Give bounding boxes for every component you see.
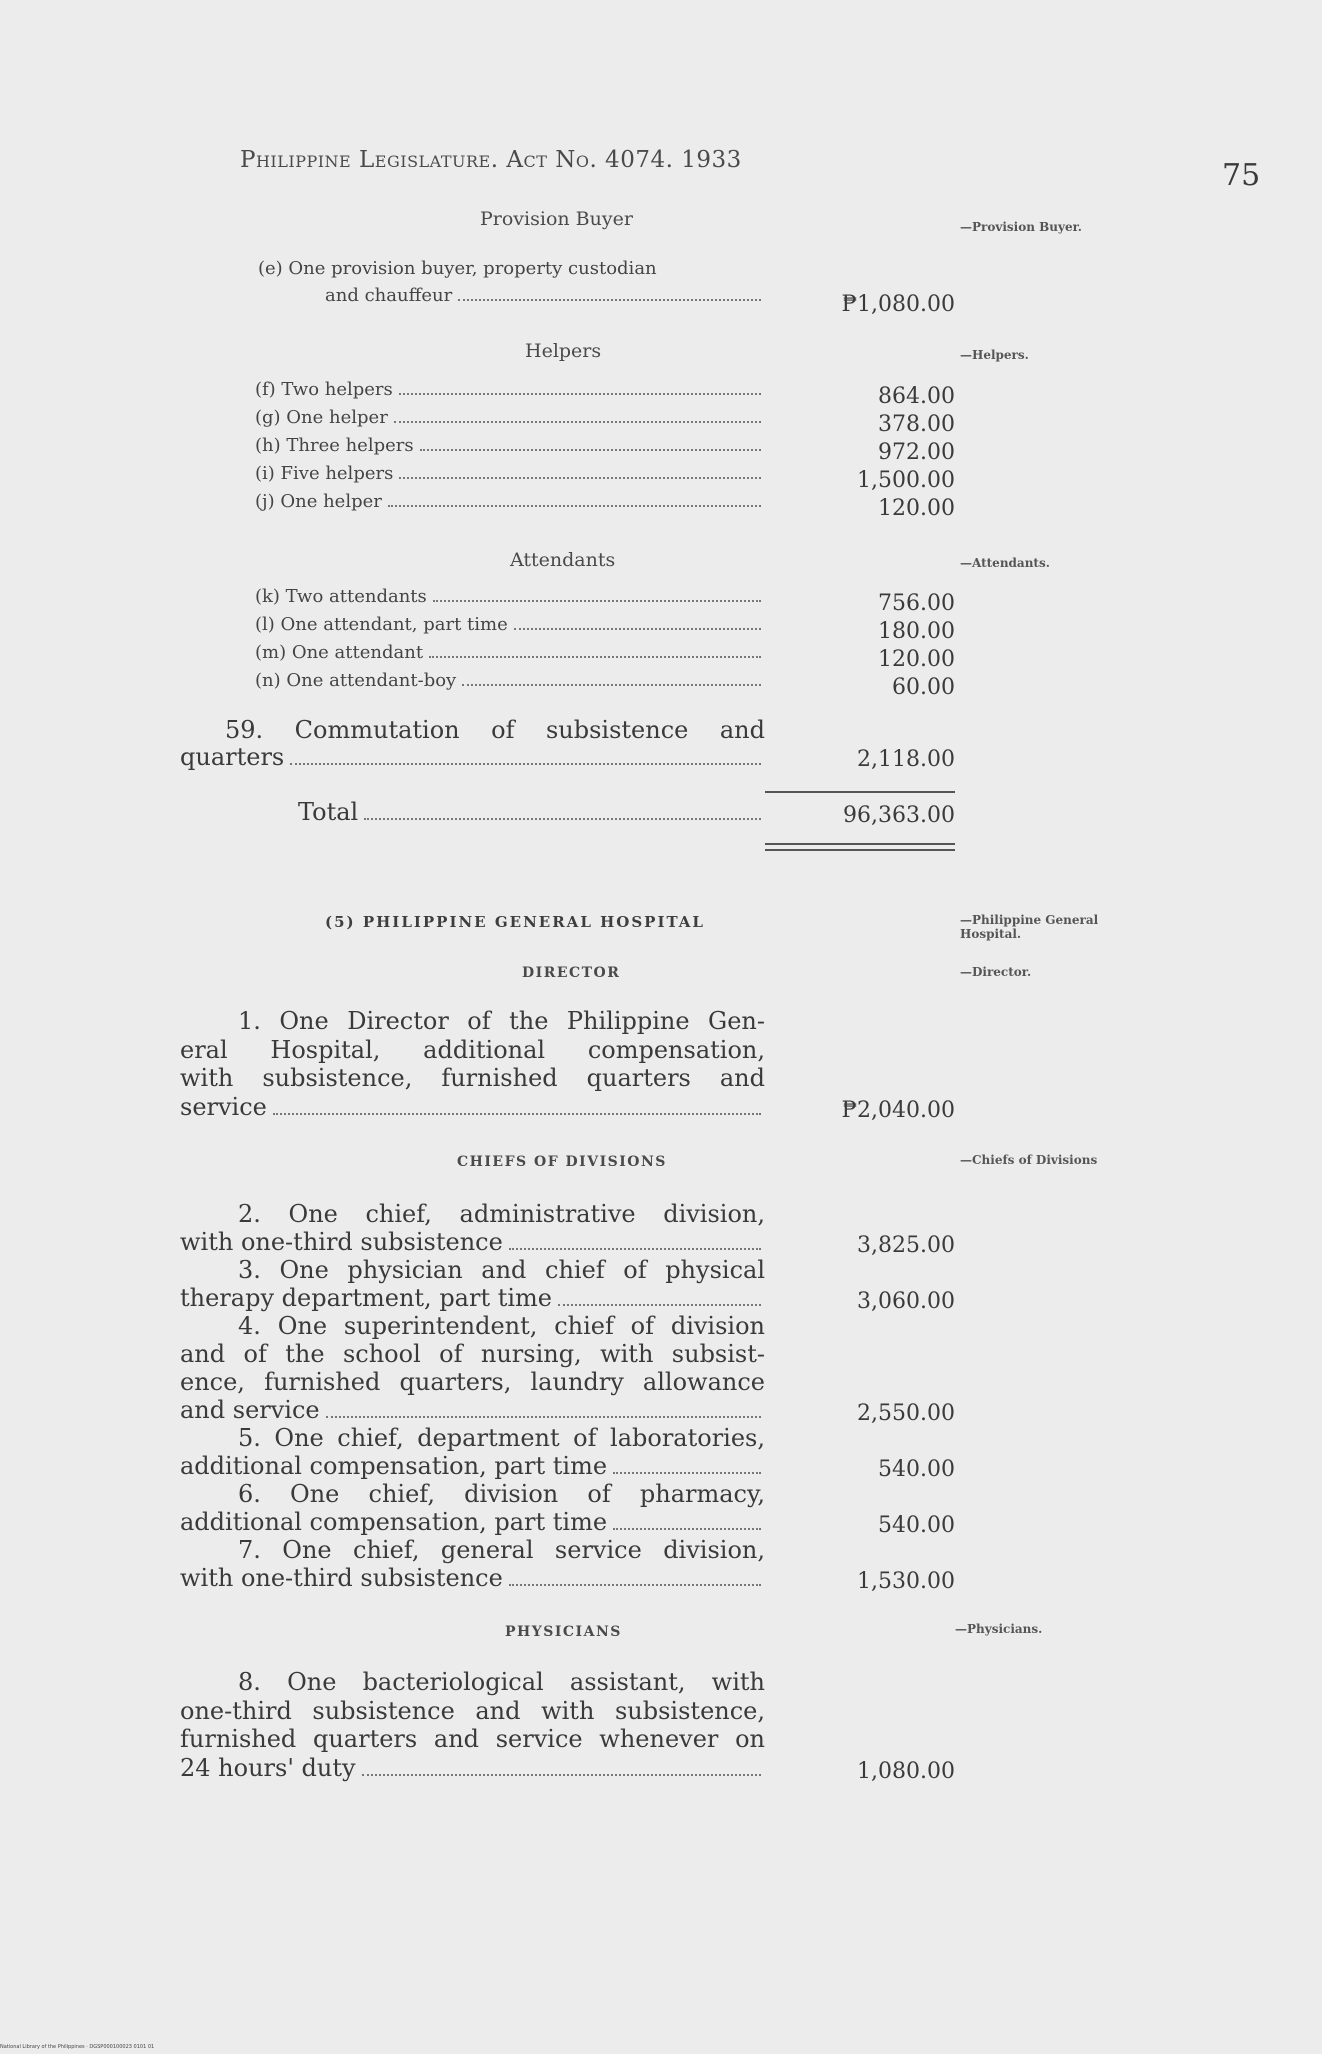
total-double-rule-bottom: [765, 849, 955, 851]
director-item-amount: ₱2,040.00: [841, 1097, 955, 1123]
leader-dots: [613, 1472, 761, 1474]
section-heading-attendants: Attendants: [510, 549, 616, 571]
leader-dots: [394, 421, 761, 423]
chief-item-last-line-label: additional compensation, part time: [180, 1452, 608, 1480]
attendant-item-label: (n) One attendant-boy: [255, 670, 457, 691]
leader-dots: [613, 1528, 761, 1530]
total-amount: 96,363.00: [843, 803, 955, 828]
attendant-amount: 120.00: [878, 647, 955, 672]
physician-item-line: one-third subsistence and with subsistence,: [180, 1696, 765, 1725]
attendant-item-label: (l) One attendant, part time: [255, 614, 508, 635]
section-heading-pgh: (5) PHILIPPINE GENERAL HOSPITAL: [325, 913, 705, 931]
helper-item: [255, 379, 765, 400]
margin-note-physicians: —Physicians.: [955, 1622, 1043, 1636]
chief-item-last-line: [180, 1284, 765, 1312]
section-heading-chiefs: CHIEFS OF DIVISIONS: [457, 1154, 667, 1170]
chief-item-last-line: [180, 1452, 765, 1480]
helper-item-label: (f) Two helpers: [255, 379, 393, 400]
margin-note-pgh-2: Hospital.: [960, 927, 1022, 941]
chief-item-last-line: [180, 1228, 765, 1256]
chief-item-amount: 3,060.00: [857, 1289, 955, 1314]
chief-item-amount: 2,550.00: [857, 1401, 955, 1426]
commutation-line-2: [180, 743, 765, 771]
helper-item-label: (h) Three helpers: [255, 435, 414, 456]
leader-dots: [326, 1416, 761, 1418]
director-item-last-line: [180, 1093, 765, 1121]
leader-dots: [362, 1774, 761, 1776]
director-item-last-line-label: service: [180, 1092, 267, 1121]
helper-amount: 120.00: [878, 496, 955, 521]
chief-item-amount: 1,530.00: [857, 1569, 955, 1594]
attendant-amount: 180.00: [878, 619, 955, 644]
helper-item-label: (i) Five helpers: [255, 463, 394, 484]
chief-item-last-line-label: with one-third subsistence: [180, 1228, 503, 1256]
chief-item-last-line-label: with one-third subsistence: [180, 1564, 503, 1592]
attendant-item: [255, 642, 765, 663]
attendant-item-label: (k) Two attendants: [255, 586, 427, 607]
running-head: Philippine Legislature. Act No. 4074. 1933: [240, 147, 742, 173]
director-item-line: eral Hospital, additional compensation,: [180, 1035, 765, 1064]
leader-dots: [399, 393, 761, 395]
chief-item-last-line-label: therapy department, part time: [180, 1284, 553, 1312]
chief-item-amount: 3,825.00: [857, 1233, 955, 1258]
margin-note-provision-buyer: —Provision Buyer.: [960, 220, 1082, 234]
leader-dots: [509, 1584, 761, 1586]
helper-amount: 864.00: [878, 384, 955, 409]
attendant-amount: 60.00: [892, 675, 955, 700]
section-heading-director: DIRECTOR: [522, 965, 621, 981]
chief-item-line: and of the school of nursing, with subsist-: [180, 1340, 765, 1368]
helper-amount: 1,500.00: [857, 468, 955, 493]
physician-item-last-line-label: 24 hours' duty: [180, 1753, 356, 1782]
chief-item-line: ence, furnished quarters, laundry allowance: [180, 1368, 765, 1396]
leader-dots: [514, 628, 761, 630]
leader-dots: [429, 656, 761, 658]
chief-item-amount: 540.00: [878, 1457, 955, 1482]
provision-buyer-line-1: (e) One provision buyer, property custodian: [258, 258, 657, 279]
subtotal-rule: [765, 791, 955, 793]
director-item-line: 1. One Director of the Philippine Gen-: [238, 1007, 765, 1035]
leader-dots: [290, 763, 761, 765]
chief-item-line: 2. One chief, administrative division,: [238, 1200, 765, 1228]
helper-item: [255, 407, 765, 428]
chief-item-last-line-label: additional compensation, part time: [180, 1508, 608, 1536]
helper-amount: 378.00: [878, 412, 955, 437]
physician-item-amount: 1,080.00: [857, 1758, 955, 1784]
attendant-item: [255, 586, 765, 607]
chief-item-last-line-label: and service: [180, 1396, 320, 1424]
chief-item-last-line: [180, 1396, 765, 1424]
chief-item-line: 4. One superintendent, chief of division: [238, 1312, 765, 1340]
chief-item-line: 3. One physician and chief of physical: [238, 1256, 765, 1284]
margin-note-pgh-1: —Philippine General: [960, 913, 1099, 927]
leader-dots: [433, 600, 761, 602]
provision-buyer-line-2: [325, 285, 765, 306]
attendant-item-label: (m) One attendant: [255, 642, 424, 663]
chief-item-line: 7. One chief, general service division,: [238, 1536, 765, 1564]
chief-item-line: 6. One chief, division of pharmacy,: [238, 1480, 765, 1508]
leader-dots: [273, 1113, 761, 1115]
director-item-line: with subsistence, furnished quarters and: [180, 1064, 765, 1092]
leader-dots: [420, 449, 761, 451]
helper-item: [255, 491, 765, 512]
chief-item-last-line: [180, 1564, 765, 1592]
physician-item-line: 8. One bacteriological assistant, with: [238, 1668, 765, 1696]
margin-note-chiefs: —Chiefs of Divisions: [960, 1153, 1098, 1167]
section-heading-provision-buyer: Provision Buyer: [480, 208, 633, 230]
helper-item-label: (g) One helper: [255, 407, 388, 428]
margin-note-attendants: —Attendants.: [960, 556, 1050, 570]
total-line: [298, 798, 765, 826]
commutation-amount: 2,118.00: [857, 747, 955, 772]
commutation-label: quarters: [180, 743, 285, 771]
margin-note-helpers: —Helpers.: [960, 348, 1029, 362]
leader-dots: [509, 1248, 761, 1250]
leader-dots: [458, 299, 761, 301]
physician-item-last-line: [180, 1754, 765, 1782]
chief-item-last-line: [180, 1508, 765, 1536]
provision-buyer-amount: ₱1,080.00: [841, 292, 955, 317]
physician-item-line: furnished quarters and service whenever on: [180, 1725, 765, 1753]
leader-dots: [364, 818, 761, 820]
leader-dots: [388, 505, 761, 507]
section-heading-physicians: PHYSICIANS: [505, 1624, 622, 1640]
total-double-rule-top: [765, 843, 955, 845]
chief-item-line: 5. One chief, department of laboratories,: [238, 1424, 765, 1452]
leader-dots: [462, 684, 761, 686]
page-number: 75: [1222, 158, 1261, 193]
attendant-amount: 756.00: [878, 591, 955, 616]
provision-buyer-label: and chauffeur: [325, 285, 453, 306]
chief-item-amount: 540.00: [878, 1513, 955, 1538]
helper-item: [255, 463, 765, 484]
attendant-item: [255, 614, 765, 635]
archive-footer: National Library of the Philippines · DGSP000100023 0101 01: [0, 2044, 155, 2050]
margin-note-director: —Director.: [960, 965, 1032, 979]
attendant-item: [255, 670, 765, 691]
helper-amount: 972.00: [878, 440, 955, 465]
leader-dots: [399, 477, 761, 479]
helper-item: [255, 435, 765, 456]
helper-item-label: (j) One helper: [255, 491, 382, 512]
total-label: Total: [298, 798, 359, 826]
leader-dots: [558, 1304, 761, 1306]
commutation-line-1: 59. Commutation of subsistence and: [225, 716, 765, 744]
section-heading-helpers: Helpers: [525, 340, 602, 362]
